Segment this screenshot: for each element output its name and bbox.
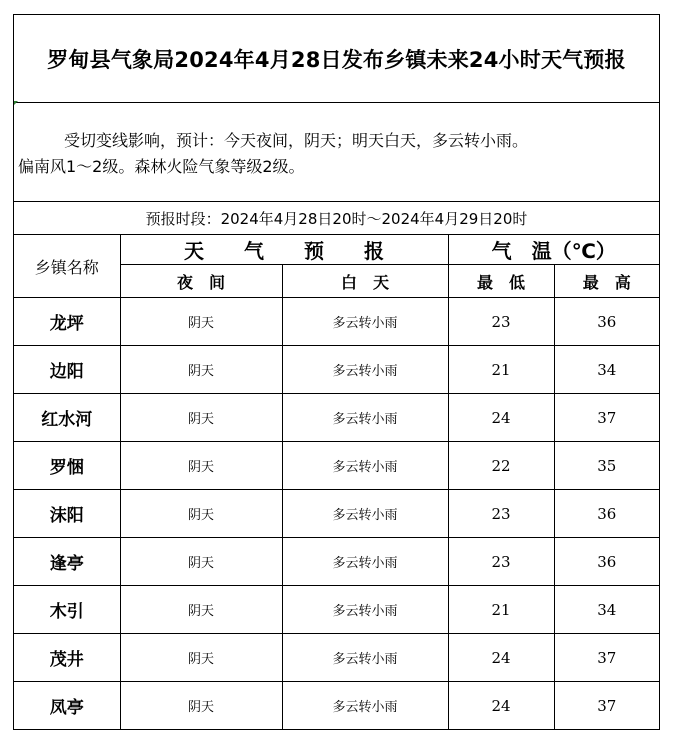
day-weather: 多云转小雨 <box>282 394 448 442</box>
min-temp: 21 <box>448 346 554 394</box>
min-temp: 24 <box>448 682 554 730</box>
max-temp: 36 <box>554 490 659 538</box>
night-weather: 阴天 <box>120 586 282 634</box>
max-temp: 36 <box>554 298 659 346</box>
min-temp: 24 <box>448 394 554 442</box>
town-name: 木引 <box>14 586 120 634</box>
min-temp: 23 <box>448 490 554 538</box>
table-row <box>14 346 659 394</box>
header-night: 夜 间 <box>120 265 282 298</box>
day-weather: 多云转小雨 <box>282 298 448 346</box>
table-row <box>14 538 659 586</box>
town-name: 罗悃 <box>14 442 120 490</box>
forecast-title: 罗甸县气象局2024年4月28日发布乡镇未来24小时天气预报 <box>14 15 659 103</box>
night-weather: 阴天 <box>120 394 282 442</box>
header-forecast: 天 气 预 报 <box>120 235 448 265</box>
description-line-2: 偏南风1～2级。森林火险气象等级2级。 <box>18 157 305 176</box>
day-weather: 多云转小雨 <box>282 634 448 682</box>
table-row <box>14 586 659 634</box>
town-name: 逢亭 <box>14 538 120 586</box>
min-temp: 24 <box>448 634 554 682</box>
day-weather: 多云转小雨 <box>282 682 448 730</box>
header-day: 白 天 <box>282 265 448 298</box>
min-temp: 23 <box>448 538 554 586</box>
town-name: 龙坪 <box>14 298 120 346</box>
max-temp: 34 <box>554 586 659 634</box>
night-weather: 阴天 <box>120 634 282 682</box>
header-max: 最 高 <box>554 265 659 298</box>
forecast-description <box>14 102 659 202</box>
header-min: 最 低 <box>448 265 554 298</box>
table-row <box>14 442 659 490</box>
description-line-1: 受切变线影响，预计：今天夜间，阴天；明天白天，多云转小雨。 <box>64 131 529 150</box>
max-temp: 37 <box>554 634 659 682</box>
town-name: 凤亭 <box>14 682 120 730</box>
day-weather: 多云转小雨 <box>282 442 448 490</box>
night-weather: 阴天 <box>120 298 282 346</box>
header-temperature: 气 温（℃） <box>448 235 659 265</box>
max-temp: 35 <box>554 442 659 490</box>
table-row <box>14 394 659 442</box>
max-temp: 37 <box>554 394 659 442</box>
town-name: 沫阳 <box>14 490 120 538</box>
max-temp: 36 <box>554 538 659 586</box>
day-weather: 多云转小雨 <box>282 346 448 394</box>
forecast-sheet <box>13 14 660 730</box>
table-row <box>14 634 659 682</box>
min-temp: 22 <box>448 442 554 490</box>
forecast-period: 预报时段：2024年4月28日20时～2024年4月29日20时 <box>14 202 659 235</box>
table-row <box>14 298 659 346</box>
night-weather: 阴天 <box>120 346 282 394</box>
day-weather: 多云转小雨 <box>282 586 448 634</box>
min-temp: 23 <box>448 298 554 346</box>
min-temp: 21 <box>448 586 554 634</box>
table-row <box>14 682 659 730</box>
night-weather: 阴天 <box>120 442 282 490</box>
town-name: 红水河 <box>14 394 120 442</box>
day-weather: 多云转小雨 <box>282 538 448 586</box>
max-temp: 34 <box>554 346 659 394</box>
town-name: 边阳 <box>14 346 120 394</box>
header-town: 乡镇名称 <box>14 235 120 298</box>
town-name: 茂井 <box>14 634 120 682</box>
night-weather: 阴天 <box>120 490 282 538</box>
forecast-table <box>14 234 659 729</box>
max-temp: 37 <box>554 682 659 730</box>
night-weather: 阴天 <box>120 682 282 730</box>
table-row <box>14 490 659 538</box>
night-weather: 阴天 <box>120 538 282 586</box>
day-weather: 多云转小雨 <box>282 490 448 538</box>
